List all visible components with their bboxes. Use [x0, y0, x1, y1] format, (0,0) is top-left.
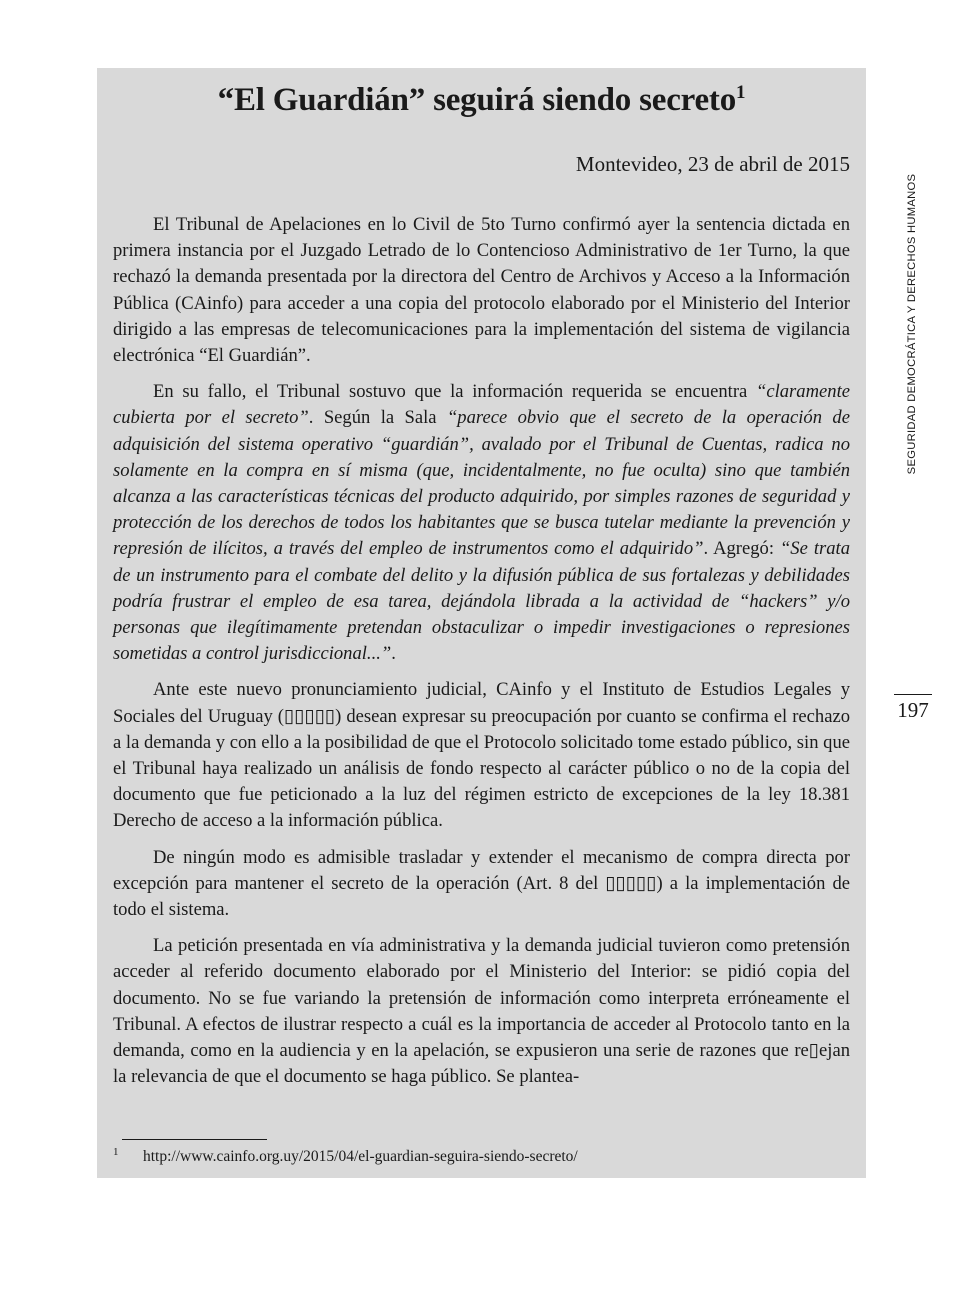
paragraph-2-quote-1: “claramente cubierta por el secreto” [113, 381, 850, 429]
dateline: Montevideo, 23 de abril de 2015 [575, 152, 850, 176]
article-body [113, 212, 850, 1101]
paragraph-2-text-4: . [391, 643, 396, 665]
paragraph-2-text-3: . Agregó: [703, 538, 780, 560]
paragraph-2 [113, 379, 850, 667]
page-number-rule [894, 694, 932, 695]
footnote-number: 1 [113, 1146, 119, 1158]
title-footnote-marker[interactable]: 1 [736, 82, 746, 103]
footnote-link[interactable]: http://www.cainfo.org.uy/2015/04/el-guardian-seguira-siendo-secreto/ [143, 1148, 578, 1166]
paragraph-5: La petición presentada en vía administrativa y la demanda judicial tuvieron como pretensión acceder al referido documento elaborado por el Ministerio del Interior: se pidió copia del documento. No se fue variando la pretensión de información como interpreta erróneamente el Tribunal. A efectos de ilustrar respecto a cuál es la importancia de acceder al Protocolo tanto en la demanda, como en la audiencia y en la apelación, se expusieron una serie de razones que re▯ejan la relevancia de que el documento se haga público. Se plantea- [113, 935, 850, 1088]
title-text: “El Guardián” seguirá siendo secreto [217, 82, 737, 118]
running-section-text: SEGURIDAD DEMOCRÁTICA Y DERECHOS HUMANOS [906, 173, 918, 475]
paragraph-2-text-1: En su fallo, el Tribunal sostuvo que la información requerida se encuentra [153, 381, 756, 403]
page-number: 197 [897, 698, 929, 722]
running-section-label [904, 165, 920, 483]
paragraph-2-text-2: . Según la Sala [308, 407, 447, 429]
paragraph-4: De ningún modo es admisible trasladar y extender el mecanismo de compra directa por excepción para mantener el secreto de la operación (Art. 8 del ▯▯▯▯▯) a la implementación de todo el sistema. [113, 846, 850, 921]
paragraph-1: El Tribunal de Apelaciones en lo Civil de 5to Turno confirmó ayer la sentencia dictada en primera instancia por el Juzgado Letrado de lo Contencioso Administrativo de 1er Turno, la que rechazó la demanda presentada por la directora del Centro de Archivos y Acceso a la Información Pública (CAinfo) para acceder a una copia del protocolo elaborado por el Ministerio del Interior dirigido a las empresas de telecomunicaciones para la implementación del sistema de vigilancia electrónica “El Guardián”. [113, 214, 850, 367]
article-title [97, 82, 866, 119]
paragraph-2-quote-2: “parece obvio que el secreto de la operación de adquisición del sistema operativo “guardián”, avalado por el Tribunal de Cuentas, radica no solamente en la compra en sí misma (que, incidentalmente, no fue oculta) sino que también alcanza a las características técnicas del producto adquirido, por simples razones de seguridad y protección de los derechos de todos los habitantes que se busca tutelar mediante la prevención y represión de ilícitos, a través del empleo de instrumentos como el adquirido” [113, 407, 850, 560]
footnote-divider [122, 1139, 267, 1140]
paragraph-3: Ante este nuevo pronunciamiento judicial, CAinfo y el Instituto de Estudios Legales y Sociales del Uruguay (▯▯▯▯▯) desean expresar su preocupación por cuanto se confirma el rechazo a la demanda y con ello a la posibilidad de que el Protocolo solicitado tome estado público, sin que el Tribunal haya realizado un análisis de fondo respecto al carácter público o no de la copia del documento que fue peticionado a la luz del régimen estricto de excepciones de la ley 18.381 Derecho de acceso a la información pública. [113, 679, 850, 832]
footnote [113, 1146, 833, 1166]
paragraph-2-quote-3: “Se trata de un instrumento para el combate del delito y la difusión pública de sus fortalezas y debilidades podría frustrar el empleo de esa tarea, dejándola librada a la actividad de “hackers” y/o personas que ilegítimamente pretendan obstaculizar o impedir investigaciones o represiones sometidas a control jurisdiccional...” [113, 538, 850, 665]
article-panel [97, 68, 866, 1178]
